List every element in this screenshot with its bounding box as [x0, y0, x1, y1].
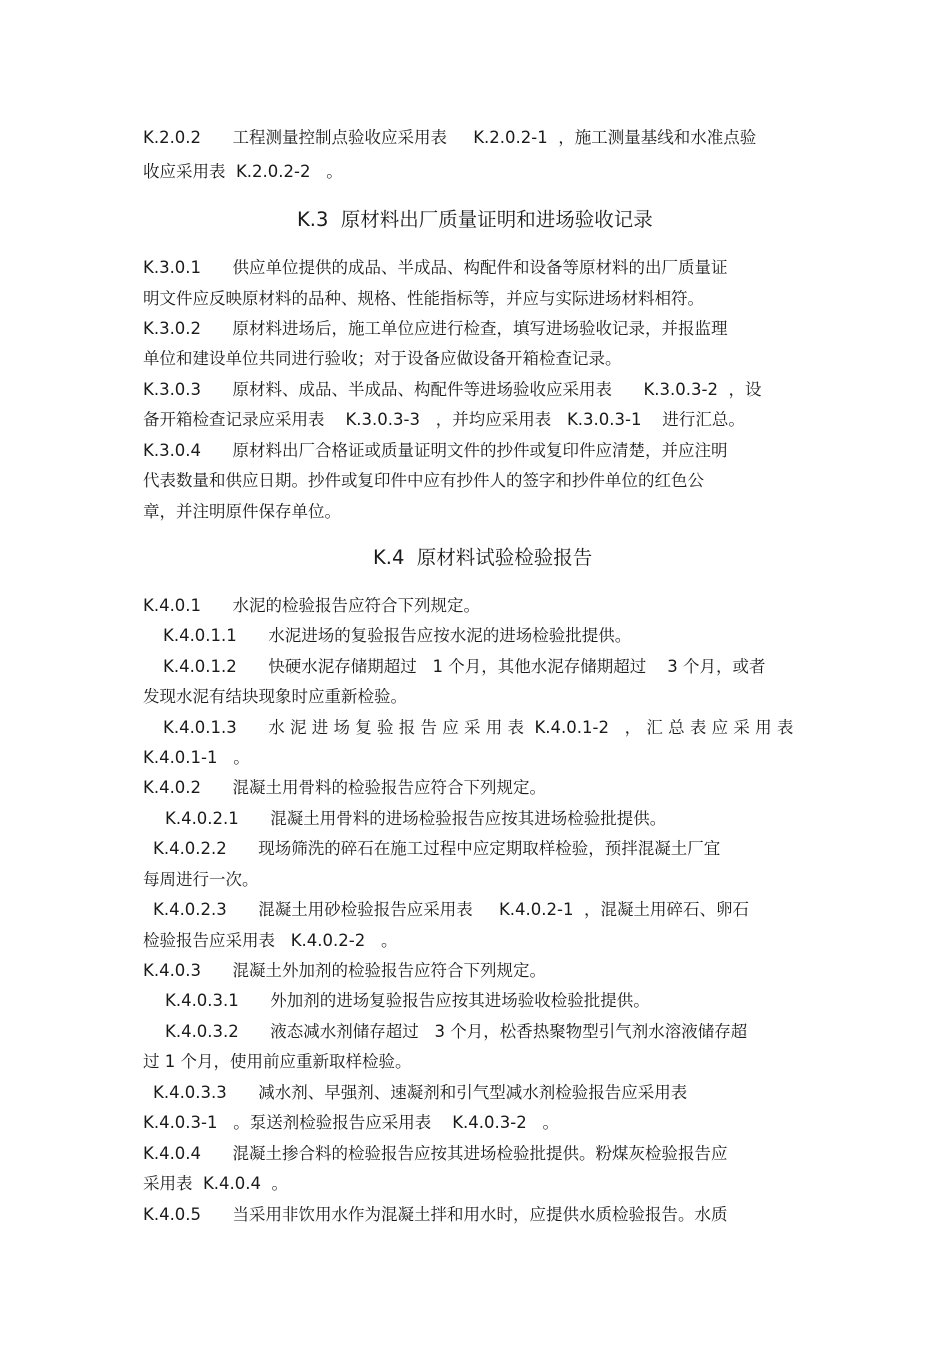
paragraph-line: K.3.0.3 原材料、成品、半成品、构配件等进场验收应采用表 K.3.0.3-2 ，设: [143, 380, 762, 399]
paragraph-line: K.4.0.3.2 液态减水剂储存超过 3 个月，松香热聚物型引气剂水溶液储存超: [165, 1022, 748, 1041]
paragraph-line: K.4.0.1.1 水泥进场的复验报告应按水泥的进场检验批提供。: [163, 626, 632, 645]
paragraph-line: K.4.0.4 混凝土掺合料的检验报告应按其进场检验批提供。粉煤灰检验报告应: [143, 1144, 728, 1163]
paragraph-line: K.4.0.1.3 水 泥 进 场 复 验 报 告 应 采 用 表 K.4.0.1-2 ， 汇 总 表 应 采 用 表: [163, 718, 794, 737]
paragraph-line: 代表数量和供应日期。抄件或复印件中应有抄件人的签字和抄件单位的红色公: [143, 471, 704, 490]
paragraph-line: K.4.0.3 混凝土外加剂的检验报告应符合下列规定。: [143, 961, 547, 980]
paragraph-line: K.4.0.2.2 现场筛洗的碎石在施工过程中应定期取样检验，预拌混凝土厂宜: [153, 839, 721, 858]
paragraph-line: K.4.0.2.1 混凝土用骨料的进场检验报告应按其进场检验批提供。: [165, 809, 667, 828]
paragraph-line: 章，并注明原件保存单位。: [143, 502, 341, 521]
section-heading-k4: K.4 原材料试验检验报告: [373, 546, 593, 569]
paragraph-line: 收应采用表 K.2.0.2-2 。: [143, 162, 343, 181]
paragraph-line: 过 1 个月，使用前应重新取样检验。: [143, 1052, 412, 1071]
paragraph-line: 单位和建设单位共同进行验收；对于设备应做设备开箱检查记录。: [143, 349, 622, 368]
paragraph-line: 采用表 K.4.0.4 。: [143, 1174, 289, 1193]
paragraph-line: 明文件应反映原材料的品种、规格、性能指标等，并应与实际进场材料相符。: [143, 289, 704, 308]
paragraph-line: K.4.0.2 混凝土用骨料的检验报告应符合下列规定。: [143, 778, 547, 797]
section-heading-k3: K.3 原材料出厂质量证明和进场验收记录: [297, 208, 653, 231]
paragraph-line: K.4.0.3.3 减水剂、早强剂、速凝剂和引气型减水剂检验报告应采用表: [153, 1083, 688, 1102]
paragraph-line: K.4.0.5 当采用非饮用水作为混凝土拌和用水时，应提供水质检验报告。水质: [143, 1205, 728, 1224]
paragraph-line: K.2.0.2 工程测量控制点验收应采用表 K.2.0.2-1 ，施工测量基线和水准点验: [143, 128, 757, 147]
paragraph-line: K.3.0.1 供应单位提供的成品、半成品、构配件和设备等原材料的出厂质量证: [143, 258, 728, 277]
paragraph-line: 每周进行一次。: [143, 870, 259, 889]
paragraph-line: K.3.0.4 原材料出厂合格证或质量证明文件的抄件或复印件应清楚，并应注明: [143, 441, 728, 460]
paragraph-line: K.3.0.2 原材料进场后，施工单位应进行检查，填写进场验收记录，并报监理: [143, 319, 728, 338]
paragraph-line: 备开箱检查记录应采用表 K.3.0.3-3 ，并均应采用表 K.3.0.3-1 进行汇总。: [143, 410, 745, 429]
paragraph-line: 发现水泥有结块现象时应重新检验。: [143, 687, 407, 706]
paragraph-line: K.4.0.1.2 快硬水泥存储期超过 1 个月，其他水泥存储期超过 3 个月，或者: [163, 657, 766, 676]
paragraph-line: K.4.0.1 水泥的检验报告应符合下列规定。: [143, 596, 481, 615]
paragraph-line: K.4.0.3-1 。泵送剂检验报告应采用表 K.4.0.3-2 。: [143, 1113, 559, 1132]
paragraph-line: K.4.0.1-1 。: [143, 748, 250, 767]
paragraph-line: 检验报告应采用表 K.4.0.2-2 。: [143, 931, 398, 950]
paragraph-line: K.4.0.2.3 混凝土用砂检验报告应采用表 K.4.0.2-1 ，混凝土用碎石、卵石: [153, 900, 749, 919]
paragraph-line: K.4.0.3.1 外加剂的进场复验报告应按其进场验收检验批提供。: [165, 991, 650, 1010]
